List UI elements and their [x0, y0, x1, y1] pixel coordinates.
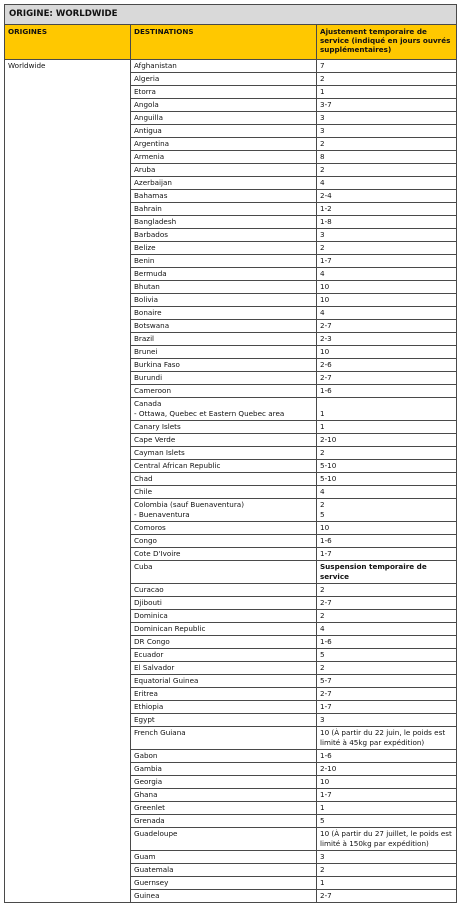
table-title-row: [5, 5, 457, 25]
destination-cell: Equatorial Guinea: [131, 675, 317, 688]
destination-cell: Greenlet: [131, 802, 317, 815]
destination-cell: DR Congo: [131, 636, 317, 649]
adjustment-cell: 2: [317, 73, 457, 86]
destination-cell: Brazil: [131, 333, 317, 346]
destination-cell: Dominica: [131, 610, 317, 623]
adjustment-cell: 10 (À partir du 22 juin, le poids est limité à 45kg par expédition): [317, 727, 457, 750]
adjustment-cell: 10: [317, 281, 457, 294]
adjustment-cell: 1-6: [317, 535, 457, 548]
destination-cell: Benin: [131, 255, 317, 268]
destination-cell: Ghana: [131, 789, 317, 802]
destination-cell: Cuba: [131, 561, 317, 584]
adjustment-cell: 2 5: [317, 499, 457, 522]
destination-cell: Gambia: [131, 763, 317, 776]
adjustment-cell: 1-2: [317, 203, 457, 216]
destination-cell: Armenia: [131, 151, 317, 164]
destination-cell: Burkina Faso: [131, 359, 317, 372]
destination-cell: Belize: [131, 242, 317, 255]
adjustment-cell: 7: [317, 60, 457, 73]
adjustment-cell: 2-7: [317, 688, 457, 701]
adjustment-cell: 8: [317, 151, 457, 164]
destination-cell: Aruba: [131, 164, 317, 177]
destination-cell: Congo: [131, 535, 317, 548]
destination-cell: Chad: [131, 473, 317, 486]
adjustment-cell: 1-7: [317, 789, 457, 802]
adjustment-cell: 1: [317, 421, 457, 434]
destination-cell: Comoros: [131, 522, 317, 535]
destination-cell: Georgia: [131, 776, 317, 789]
adjustment-cell: 1-6: [317, 385, 457, 398]
adjustment-cell: 4: [317, 307, 457, 320]
destination-cell: Algeria: [131, 73, 317, 86]
adjustment-cell: 1: [317, 398, 457, 421]
adjustment-cell: 5-7: [317, 675, 457, 688]
adjustment-cell: 5: [317, 649, 457, 662]
destination-cell: Bolivia: [131, 294, 317, 307]
destination-cell: Angola: [131, 99, 317, 112]
adjustment-cell: 1-6: [317, 750, 457, 763]
destination-cell: Curacao: [131, 584, 317, 597]
destination-cell: Argentina: [131, 138, 317, 151]
destination-cell: Anguilla: [131, 112, 317, 125]
destination-cell: Dominican Republic: [131, 623, 317, 636]
adjustment-cell: 3: [317, 112, 457, 125]
table-title: ORIGINE: WORLDWIDE: [5, 5, 457, 25]
destination-cell: Barbados: [131, 229, 317, 242]
adjustment-cell: 2-3: [317, 333, 457, 346]
destination-cell: Djibouti: [131, 597, 317, 610]
adjustment-cell: Suspension temporaire de service: [317, 561, 457, 584]
adjustment-cell: 3: [317, 851, 457, 864]
adjustment-cell: 2: [317, 662, 457, 675]
adjustment-cell: 2-4: [317, 190, 457, 203]
adjustment-cell: 5-10: [317, 460, 457, 473]
adjustment-cell: 1: [317, 877, 457, 890]
header-origins: ORIGINES: [5, 25, 131, 60]
adjustment-cell: 2-10: [317, 434, 457, 447]
destination-cell: Bangladesh: [131, 216, 317, 229]
destination-cell: Guinea: [131, 890, 317, 903]
destination-cell: Antigua: [131, 125, 317, 138]
adjustment-cell: 4: [317, 486, 457, 499]
adjustment-cell: 2-6: [317, 359, 457, 372]
adjustment-cell: 2: [317, 138, 457, 151]
destination-cell: Cameroon: [131, 385, 317, 398]
destination-cell: Afghanistan: [131, 60, 317, 73]
adjustment-cell: 1-7: [317, 701, 457, 714]
adjustment-cell: 1-7: [317, 548, 457, 561]
adjustment-cell: 10: [317, 294, 457, 307]
destination-cell: Colombia (sauf Buenaventura) - Buenaventura: [131, 499, 317, 522]
header-destinations: DESTINATIONS: [131, 25, 317, 60]
destination-cell: Botswana: [131, 320, 317, 333]
destination-cell: Eritrea: [131, 688, 317, 701]
destination-cell: Gabon: [131, 750, 317, 763]
adjustment-cell: 10: [317, 346, 457, 359]
adjustment-cell: 1-7: [317, 255, 457, 268]
destination-cell: Guatemala: [131, 864, 317, 877]
destination-cell: Guernsey: [131, 877, 317, 890]
adjustment-cell: 1-8: [317, 216, 457, 229]
adjustment-cell: 1: [317, 86, 457, 99]
destination-cell: Egypt: [131, 714, 317, 727]
adjustment-cell: 10 (À partir du 27 juillet, le poids est limité à 150kg par expédition): [317, 828, 457, 851]
adjustment-cell: 2: [317, 242, 457, 255]
adjustment-cell: 2: [317, 584, 457, 597]
adjustment-cell: 3-7: [317, 99, 457, 112]
origin-cell: Worldwide: [5, 60, 131, 903]
table-row: [5, 60, 457, 73]
adjustment-cell: 10: [317, 776, 457, 789]
adjustment-cell: 2: [317, 864, 457, 877]
adjustment-cell: 4: [317, 623, 457, 636]
adjustment-cell: 2: [317, 164, 457, 177]
destination-cell: Grenada: [131, 815, 317, 828]
header-adjustment: Ajustement temporaire de service (indiqué en jours ouvrés supplémentaires): [317, 25, 457, 60]
adjustment-cell: 4: [317, 268, 457, 281]
destination-cell: Canada - Ottawa, Quebec et Eastern Quebec area: [131, 398, 317, 421]
adjustment-cell: 3: [317, 125, 457, 138]
adjustment-cell: 3: [317, 229, 457, 242]
destination-cell: Cape Verde: [131, 434, 317, 447]
destination-cell: Cayman Islets: [131, 447, 317, 460]
destination-cell: Brunei: [131, 346, 317, 359]
adjustment-cell: 2-7: [317, 320, 457, 333]
adjustment-cell: 1-6: [317, 636, 457, 649]
destination-cell: Central African Republic: [131, 460, 317, 473]
destination-cell: Bonaire: [131, 307, 317, 320]
adjustment-cell: 2-7: [317, 597, 457, 610]
table-header-row: [5, 25, 457, 60]
destination-cell: Cote D'Ivoire: [131, 548, 317, 561]
destination-cell: French Guiana: [131, 727, 317, 750]
destination-cell: Bahamas: [131, 190, 317, 203]
destination-cell: Azerbaijan: [131, 177, 317, 190]
adjustment-cell: 10: [317, 522, 457, 535]
adjustment-cell: 2: [317, 447, 457, 460]
destination-cell: El Salvador: [131, 662, 317, 675]
adjustment-cell: 2: [317, 610, 457, 623]
destination-cell: Guam: [131, 851, 317, 864]
destination-cell: Bahrain: [131, 203, 317, 216]
destination-cell: Chile: [131, 486, 317, 499]
adjustment-cell: 3: [317, 714, 457, 727]
destination-cell: Canary Islets: [131, 421, 317, 434]
destination-cell: Bhutan: [131, 281, 317, 294]
service-adjustment-table: [4, 4, 457, 903]
adjustment-cell: 5: [317, 815, 457, 828]
destination-cell: Ecuador: [131, 649, 317, 662]
adjustment-cell: 2-7: [317, 890, 457, 903]
adjustment-cell: 2-10: [317, 763, 457, 776]
adjustment-cell: 5-10: [317, 473, 457, 486]
destination-cell: Guadeloupe: [131, 828, 317, 851]
destination-cell: Ethiopia: [131, 701, 317, 714]
destination-cell: Burundi: [131, 372, 317, 385]
adjustment-cell: 1: [317, 802, 457, 815]
destination-cell: Bermuda: [131, 268, 317, 281]
destination-cell: Etorra: [131, 86, 317, 99]
adjustment-cell: 4: [317, 177, 457, 190]
document-page: [4, 4, 456, 903]
adjustment-cell: 2-7: [317, 372, 457, 385]
